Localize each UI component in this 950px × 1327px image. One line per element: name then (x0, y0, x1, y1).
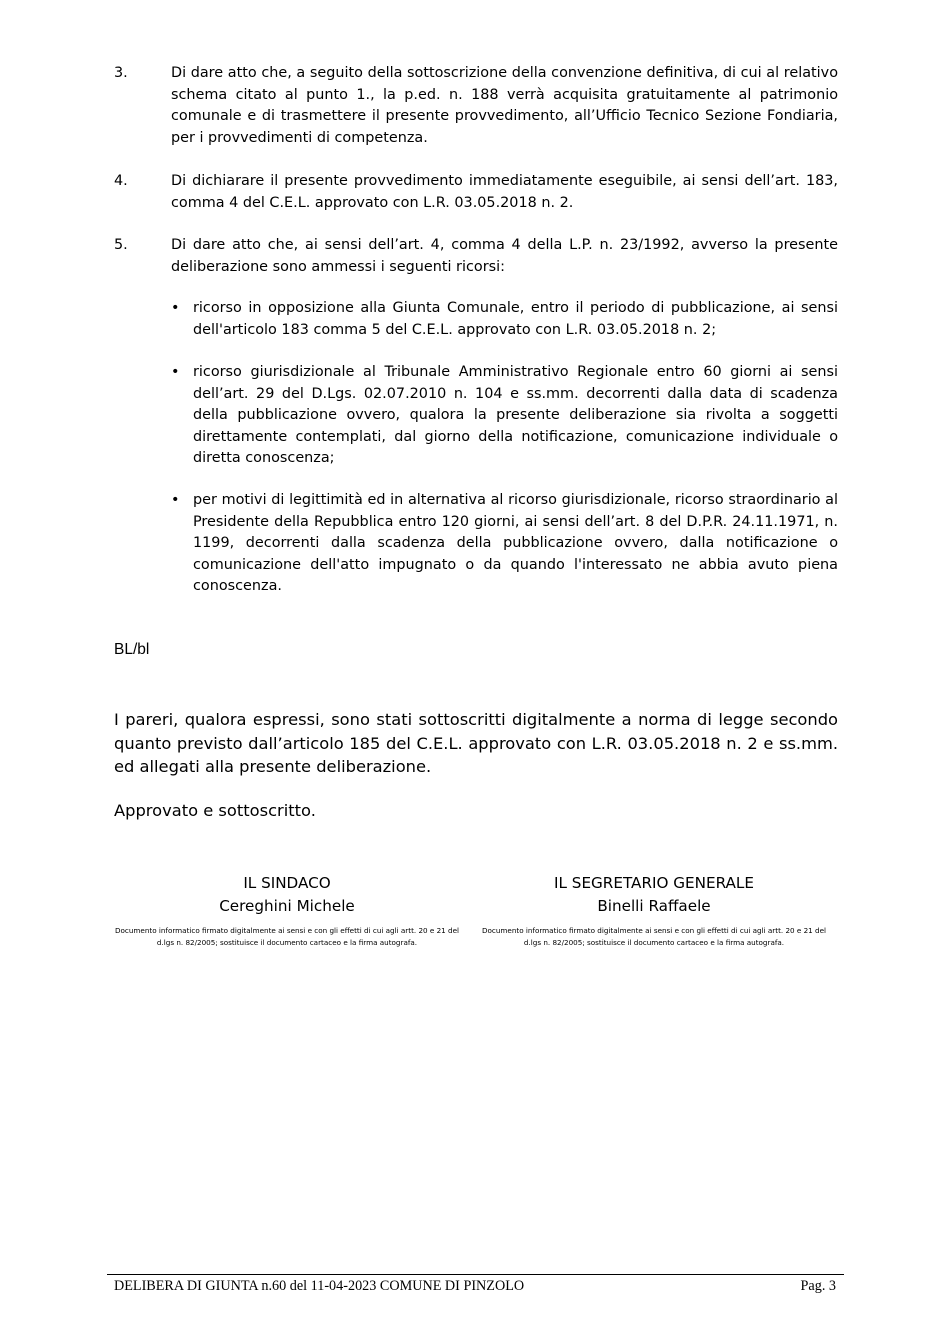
numbered-item-4 (114, 171, 838, 214)
author-initials: BL/bl (114, 641, 150, 658)
item-number: 5. (114, 237, 128, 253)
bullet-text: ricorso giurisdizionale al Tribunale Amministrativo Regionale entro 60 giorni ai sensi dell’art. 29 del D.Lgs. 02.07.2010 n. 104 e ss.mm. decorrenti dalla data di scadenza della pubblicazione ovvero, qualora la presente deliberazione sia rivolta a soggetti direttamente contemplati, dal giorno della notificazione, comunicazione individuale o diretta conoscenza; (193, 364, 838, 466)
item-number: 3. (114, 65, 128, 81)
digital-signature-note: Documento informatico firmato digitalmente ai sensi e con gli effetti di cui agli artt. 20 e 21 del d.lgs n. 82/2005; sostituisce il documento cartaceo e la firma autografa. (481, 926, 827, 947)
item-number: 4. (114, 173, 128, 189)
signatory-role: IL SINDACO (243, 874, 331, 892)
digital-signature-note: Documento informatico firmato digitalmente ai sensi e con gli effetti di cui agli artt. 20 e 21 del d.lgs n. 82/2005; sostituisce il documento cartaceo e la firma autografa. (114, 926, 460, 947)
signature-block-sindaco (107, 872, 467, 949)
item-text: Di dichiarare il presente provvedimento immediatamente eseguibile, ai sensi dell’art. 183, comma 4 del C.E.L. approvato con L.R. 03.05.2018 n. 2. (171, 173, 838, 211)
bullet-text: per motivi di legittimità ed in alternativa al ricorso giurisdizionale, ricorso straordinario al Presidente della Repubblica entro 120 giorni, ai sensi dell’art. 8 del D.P.R. 24.11.1971, n. 1199, decorrenti dalla scadenza della pubblicazione ovvero, dalla notificazione o comunicazione dell'atto impugnato o da quando l'interessato ne abbia avuto piena conoscenza. (193, 492, 838, 594)
signatory-name: Binelli Raffaele (597, 897, 711, 915)
footer-document-title: DELIBERA DI GIUNTA n.60 del 11-04-2023 COMUNE DI PINZOLO (114, 1278, 525, 1294)
bullet-item-opposizione (171, 298, 838, 341)
signatory-name: Cereghini Michele (219, 897, 355, 915)
bullet-item-straordinario (171, 490, 838, 598)
footer-page-number: Pag. 3 (800, 1278, 836, 1294)
numbered-item-3 (114, 63, 838, 149)
approval-statement: Approvato e sottoscritto. (114, 801, 316, 820)
item-text: Di dare atto che, a seguito della sottoscrizione della convenzione definitiva, di cui al relativo schema citato al punto 1., la p.ed. n. 188 verrà acquisita gratuitamente al patrimonio comunale e di trasmettere il presente provvedimento, all’Ufficio Tecnico Sezione Fondiaria, per i provvedimenti di competenza. (171, 65, 838, 146)
footer-divider (107, 1274, 844, 1275)
numbered-item-5 (114, 235, 838, 278)
bullet-icon: • (171, 492, 180, 508)
bullet-icon: • (171, 300, 180, 316)
signature-block-segretario (474, 872, 834, 949)
item-text: Di dare atto che, ai sensi dell’art. 4, comma 4 della L.P. n. 23/1992, avverso la presente deliberazione sono ammessi i seguenti ricorsi: (171, 237, 838, 275)
bullet-icon: • (171, 364, 180, 380)
pareri-paragraph: I pareri, qualora espressi, sono stati sottoscritti digitalmente a norma di legge secondo quanto previsto dall’articolo 185 del C.E.L. approvato con L.R. 03.05.2018 n. 2 e ss.mm. ed allegati alla presente deliberazione. (114, 710, 838, 776)
bullet-text: ricorso in opposizione alla Giunta Comunale, entro il periodo di pubblicazione, ai sensi dell'articolo 183 comma 5 del C.E.L. approvato con L.R. 03.05.2018 n. 2; (193, 300, 838, 338)
signatory-role: IL SEGRETARIO GENERALE (554, 874, 754, 892)
bullet-item-giurisdizionale (171, 362, 838, 470)
